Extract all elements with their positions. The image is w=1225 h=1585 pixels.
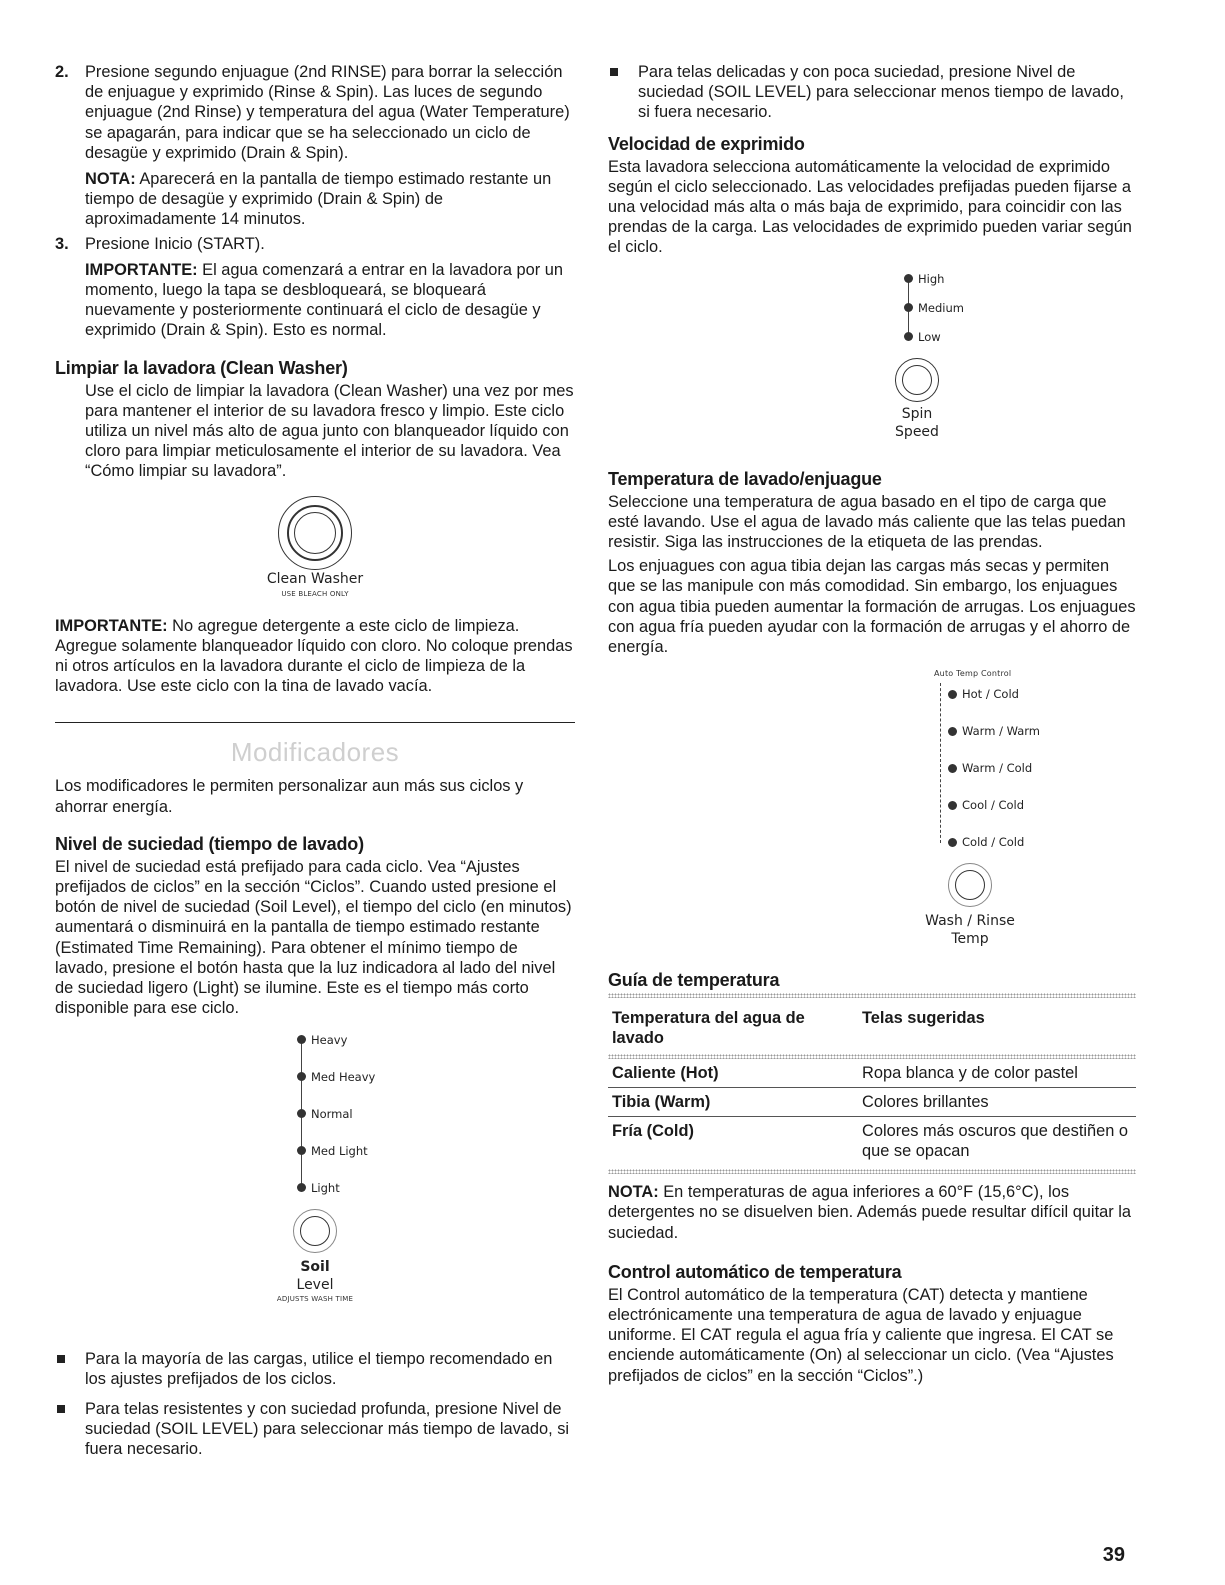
soil-led-label: Med Light <box>311 1143 368 1158</box>
temp-led-cool-cold <box>948 798 1024 812</box>
important-text: El agua comenzará a entrar en la lavadora por un momento, luego la tapa se desbloqueará, se bloqueará nuevamente y posteriormente continuará el ciclo de desagüe y exprimido (Drain & Spin). Esto es normal. <box>85 260 563 340</box>
led-icon <box>948 801 957 810</box>
soil-led-label: Heavy <box>311 1032 348 1047</box>
important-label: IMPORTANTE: <box>85 260 198 279</box>
temp-led-label: Warm / Warm <box>962 724 1041 739</box>
temp-led-warm-warm <box>948 724 1040 738</box>
temp-dial-label-2: Temp <box>951 931 989 948</box>
auto-temp-control-label: Auto Temp Control <box>934 669 1012 679</box>
note-label: NOTA: <box>85 170 136 189</box>
soil-led-label: Light <box>311 1180 340 1195</box>
clean-washer-sublabel: USE BLEACH ONLY <box>281 589 349 598</box>
soil-level-bullets <box>55 1349 575 1460</box>
temp-text-1: Seleccione una temperatura de agua basado en el tipo de carga que esté lavando. Use el agua de lavado más caliente que las telas puedan resistir. Siga las instrucciones de la etiqueta de las prendas. <box>608 492 1126 552</box>
table-row <box>608 1088 1136 1117</box>
spin-led-label: High <box>918 271 945 286</box>
table-row <box>608 1059 1136 1087</box>
soil-led-heavy <box>297 1033 347 1047</box>
wash-rinse-temp-diagram <box>722 669 1041 955</box>
spin-led-low <box>904 330 941 344</box>
temp-led-label: Warm / Cold <box>962 761 1033 776</box>
clean-washer-heading: Limpiar la lavadora (Clean Washer) <box>55 357 348 378</box>
note-text: En temperaturas de agua inferiores a 60°F (15,6°C), los detergentes no se disuelven bien. Además puede resultar difícil quitar la suciedad. <box>608 1183 1132 1242</box>
left-column <box>55 62 575 1470</box>
soil-led-normal <box>297 1107 353 1121</box>
led-icon <box>297 1035 306 1044</box>
temp-led-warm-cold <box>948 761 1032 775</box>
modifiers-title: Modificadores <box>230 737 400 768</box>
table-header: Telas sugeridas <box>862 1009 985 1028</box>
table-header-row <box>608 1002 1136 1054</box>
led-icon <box>948 838 957 847</box>
led-icon <box>297 1183 306 1192</box>
temp-guide-table <box>608 1002 1136 1165</box>
soil-led-label: Med Heavy <box>311 1069 376 1084</box>
clean-washer-text: Use el ciclo de limpiar la lavadora (Clean Washer) una vez por mes para mantener el interior de su lavadora fresco y limpio. Este ciclo utiliza un nivel más alto de agua junto con blanqueador líquido con cloro para limpiar meticulosamente el interior de su lavadora. Vea “Cómo limpiar su lavadora”. <box>85 381 574 481</box>
table-cell: Colores más oscuros que destiñen o que se opacan <box>862 1122 1129 1161</box>
temp-led-label: Cold / Cold <box>962 835 1025 850</box>
led-icon <box>297 1072 306 1081</box>
soil-bullet: Para telas delicadas y con poca suciedad, presione Nivel de suciedad (SOIL LEVEL) para seleccionar menos tiempo de lavado, si fuera necesario. <box>608 62 1136 123</box>
auto-temp-control-heading: Control automático de temperatura <box>608 1261 902 1282</box>
soil-level-bullets-continued <box>608 62 1136 123</box>
soil-bullet: Para la mayoría de las cargas, utilice el tiempo recomendado en los ajustes prefijados de los ciclos. <box>55 1349 575 1389</box>
led-icon <box>297 1146 306 1155</box>
temp-led-cold-cold <box>948 835 1024 849</box>
temp-guide-note <box>608 1182 1136 1243</box>
step-2 <box>55 62 575 230</box>
table-bottom-border <box>608 1169 1136 1174</box>
soil-dial-label-1: Soil <box>300 1258 330 1275</box>
temp-led-label: Cool / Cold <box>962 798 1025 813</box>
table-cell: Caliente (Hot) <box>612 1064 719 1083</box>
step-text: Presione segundo enjuague (2nd RINSE) para borrar la selección de enjuague y exprimido (Rinse & Spin). Las luces de segundo enjuague (2nd Rinse) y temperatura del agua (Water Temperature) se apagarán, para indicar que se ha seleccionado un ciclo de desagüe y exprimido (Drain & Spin). <box>85 63 570 162</box>
spin-dial-inner-icon <box>902 365 932 395</box>
soil-led-light <box>297 1181 340 1195</box>
temp-led-connector <box>940 683 941 843</box>
step-note <box>85 169 575 230</box>
right-column <box>608 62 1136 1386</box>
soil-level-diagram <box>215 1033 415 1329</box>
soil-bullet: Para telas resistentes y con suciedad profunda, presione Nivel de suciedad (SOIL LEVEL) para seleccionar más tiempo de lavado, si fuera necesario. <box>55 1399 575 1460</box>
clean-washer-important <box>55 616 575 697</box>
table-cell: Fría (Cold) <box>612 1122 694 1141</box>
spin-speed-heading: Velocidad de exprimido <box>608 133 805 154</box>
temp-dial-label-1: Wash / Rinse <box>925 913 1015 930</box>
temp-guide-heading: Guía de temperatura <box>608 970 780 991</box>
clean-washer-dial-core-icon <box>294 512 336 554</box>
soil-dial-sublabel: ADJUSTS WASH TIME <box>276 1294 354 1303</box>
soil-led-med-heavy <box>297 1070 375 1084</box>
spin-led-high <box>904 272 944 286</box>
soil-level-heading: Nivel de suciedad (tiempo de lavado) <box>55 833 364 854</box>
led-icon <box>904 303 913 312</box>
clean-washer-dial-diagram <box>215 496 415 604</box>
spin-speed-text: Esta lavadora selecciona automáticamente la velocidad de exprimido según el ciclo seleccionado. Las velocidades prefijadas pueden fijarse a una velocidad más alta o más baja de exprimido, para coincidir con las prendas de la carga. Las velocidades de exprimido pueden variar según el ciclo. <box>608 157 1132 257</box>
section-divider <box>55 722 575 723</box>
clean-washer-label: Clean Washer <box>266 570 364 587</box>
auto-temp-control-text: El Control automático de la temperatura (CAT) detecta y mantiene electrónicamente una temperatura de agua de lavado y enjuague uniforme. El CAT regula el agua fría y caliente que ingresa. El CAT se enciende automáticamente (On) al seleccionar un ciclo. (Vea “Ajustes prefijados de ciclos” en la sección “Ciclos”.) <box>608 1285 1114 1385</box>
step-number: 3. <box>55 234 69 253</box>
led-icon <box>904 332 913 341</box>
table-cell: Tibia (Warm) <box>612 1093 711 1112</box>
modifiers-text: Los modificadores le permiten personalizar aun más sus ciclos y ahorrar energía. <box>55 777 524 816</box>
spin-led-label: Low <box>918 329 941 344</box>
step-3 <box>55 234 575 341</box>
temp-text-2: Los enjuagues con agua tibia dejan las cargas más secas y permiten que se las manipule con más comodidad. Sin embargo, los enjuagues con agua tibia pueden aumentar la formación de arrugas. Los enjuagues con agua fría pueden ayudar con la formación de arrugas y el ahorro de energía. <box>608 557 1136 657</box>
led-icon <box>297 1109 306 1118</box>
note-text: Aparecerá en la pantalla de tiempo estimado restante un tiempo de desagüe y exprimido (Drain & Spin) de aproximadamente 14 minutos. <box>85 170 552 229</box>
led-icon <box>948 764 957 773</box>
step-note <box>85 260 575 341</box>
wash-rinse-temp-heading: Temperatura de lavado/enjuague <box>608 468 882 489</box>
soil-dial-inner-icon <box>300 1216 330 1246</box>
step-number: 2. <box>55 63 69 81</box>
table-cell: Ropa blanca y de color pastel <box>862 1064 1078 1083</box>
table-header: Temperatura del agua de lavado <box>612 1009 805 1048</box>
temp-led-label: Hot / Cold <box>962 687 1019 702</box>
drain-spin-steps <box>55 62 575 341</box>
table-row <box>608 1117 1136 1166</box>
spin-dial-label-1: Spin <box>901 405 933 422</box>
temp-led-hot-cold <box>948 687 1019 701</box>
led-icon <box>948 690 957 699</box>
soil-dial-label-2: Level <box>296 1276 334 1293</box>
spin-speed-diagram <box>772 272 972 446</box>
spin-led-label: Medium <box>918 300 964 315</box>
note-label: NOTA: <box>608 1183 659 1202</box>
spin-led-medium <box>904 301 964 315</box>
important-text: No agregue detergente a este ciclo de limpieza. Agregue solamente blanqueador líquido con cloro. No coloque prendas ni otros artículos en la lavadora durante el ciclo de limpieza de la lavadora. Use este ciclo con la tina de lavado vacía. <box>55 616 573 696</box>
soil-led-label: Normal <box>311 1106 353 1121</box>
spin-dial-label-2: Speed <box>895 423 939 440</box>
led-icon <box>904 274 913 283</box>
page-number: 39 <box>1102 1544 1125 1566</box>
led-icon <box>948 727 957 736</box>
table-top-border <box>608 993 1136 998</box>
important-label: IMPORTANTE: <box>55 616 168 635</box>
soil-level-text: El nivel de suciedad está prefijado para cada ciclo. Vea “Ajustes prefijados de ciclos” en la sección “Ciclos”. Cuando usted presione el botón de nivel de suciedad (Soil Level), el tiempo del ciclo (en minutos) aumentará o disminuirá en la pantalla de tiempo estimado restante (Estimated Time Remaining). Para obtener el mínimo tiempo de lavado, presione el botón hasta que la luz indicadora al lado del nivel de suciedad ligero (Light) se ilumine. Este es el tiempo más corto disponible para ese ciclo. <box>55 857 572 1018</box>
table-cell: Colores brillantes <box>862 1093 989 1112</box>
soil-led-med-light <box>297 1144 368 1158</box>
step-text: Presione Inicio (START). <box>85 234 265 253</box>
